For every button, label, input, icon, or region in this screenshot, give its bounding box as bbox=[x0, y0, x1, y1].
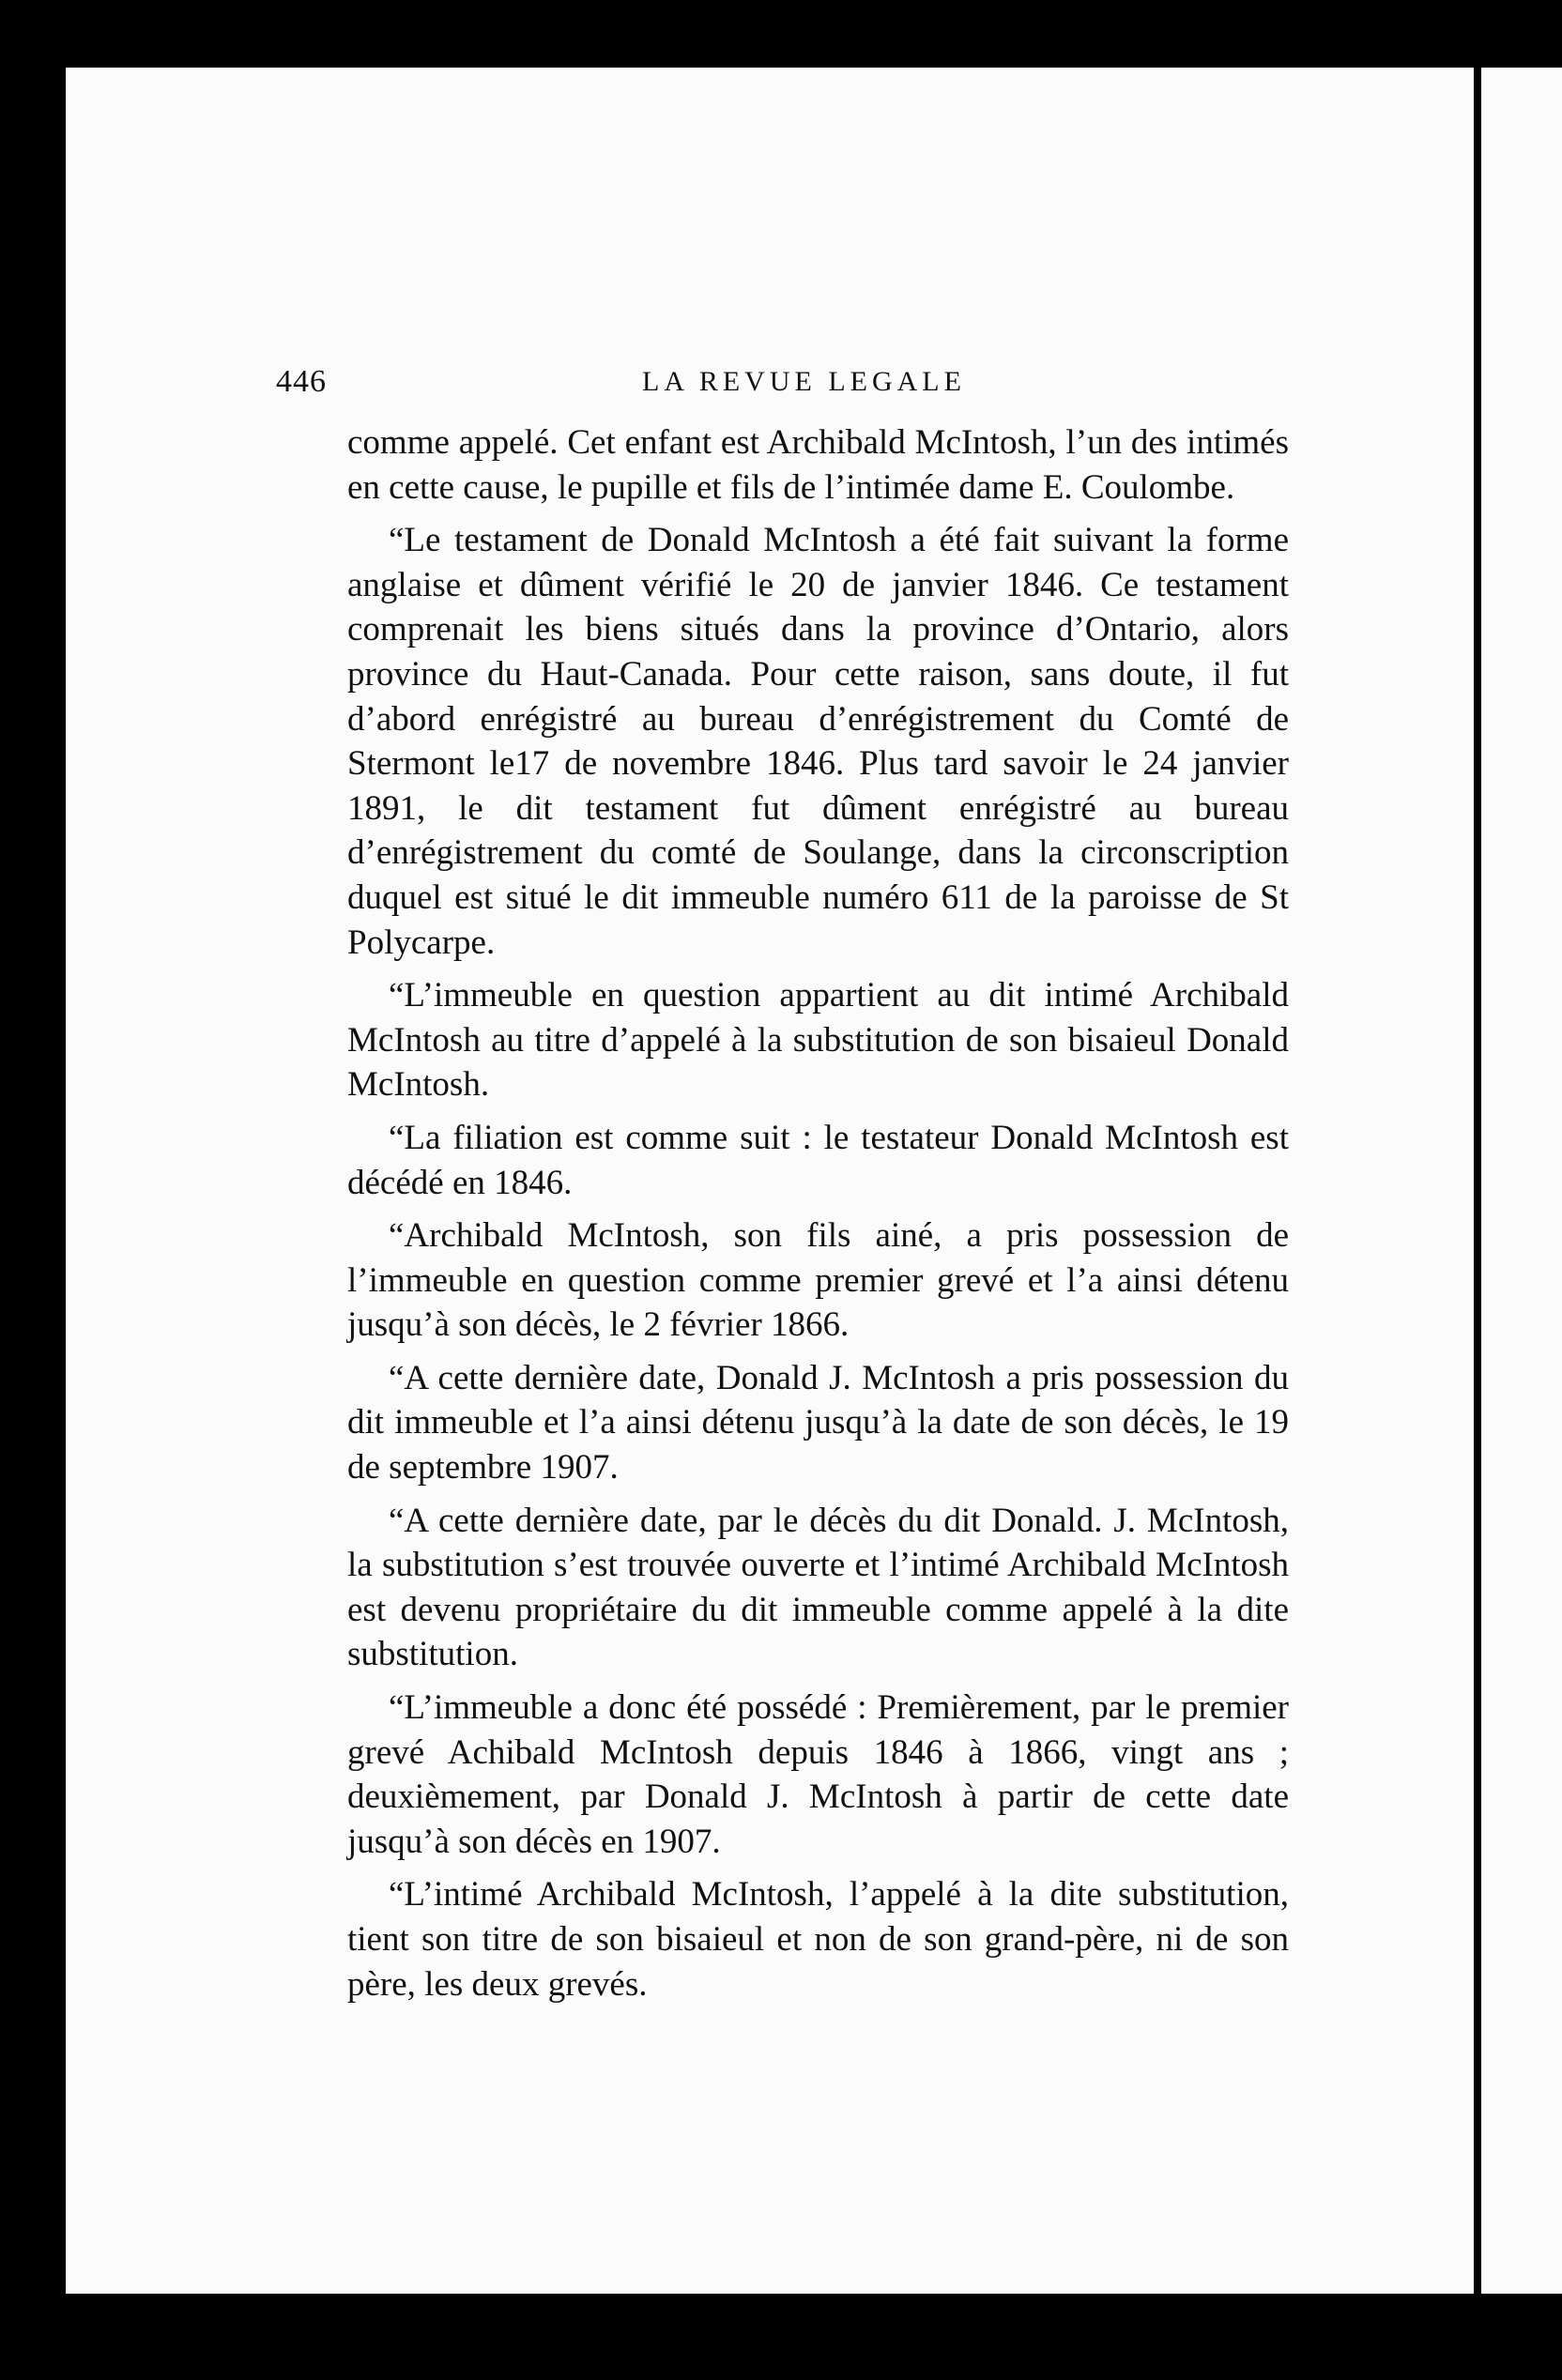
adjacent-page-edge bbox=[1481, 68, 1562, 2294]
paragraph: “La filiation est comme suit : le testateur Donald McIntosh est décédé en 1846. bbox=[347, 1118, 1289, 1202]
paragraph: “A cette dernière date, par le décès du dit Donald. J. McIntosh, la substitution s’est trouvée ouverte et l’intimé Archibald McIntosh est devenu propriétaire du dit immeuble comme appelé à la dite substitution. bbox=[347, 1501, 1289, 1674]
paragraph: “A cette dernière date, Donald J. McIntosh a pris possession du dit immeuble et l’a ainsi détenu jusqu’à la date de son décès, le 19 de septembre 1907. bbox=[347, 1358, 1289, 1488]
paragraph: “Le testament de Donald McIntosh a été fait suivant la forme anglaise et dûment vérifié le 20 de janvier 1846. Ce testament comprenait les biens situés dans la province d’Ontario, alors province du Haut-Canada. Pour cette raison, sans doute, il fut d’abord enrégistré au bureau d’enrégistrement du Comté de Stermont le17 de novembre 1846. Plus tard savoir le 24 janvier 1891, le dit testament fut dûment enrégistré au bureau d’enrégistrement du comté de Soulange, dans la circonscription duquel est situé le dit immeuble numéro 611 de la paroisse de St Polycarpe. bbox=[347, 521, 1289, 962]
running-title: LA REVUE LEGALE bbox=[642, 366, 966, 397]
paragraph: comme appelé. Cet enfant est Archibald McIntosh, l’un des intimés en cette cause, le pupille et fils de l’intimée dame E. Coulombe. bbox=[347, 423, 1289, 507]
paragraph: “Archibald McIntosh, son fils ainé, a pris possession de l’immeuble en question comme premier grevé et l’a ainsi détenu jusqu’à son décès, le 2 février 1866. bbox=[347, 1216, 1289, 1345]
page-number: 446 bbox=[276, 364, 327, 399]
paragraph: “L’immeuble a donc été possédé : Premièrement, par le premier grevé Achibald McIntosh depuis 1846 à 1866, vingt ans ; deuxièmement, par Donald J. McIntosh à partir de cette date jusqu’à son décès en 1907. bbox=[347, 1688, 1289, 1861]
paragraph: “L’immeuble en question appartient au dit intimé Archibald McIntosh au titre d’appelé à la substitution de son bisaieul Donald McIntosh. bbox=[347, 976, 1289, 1105]
page-header bbox=[276, 364, 1299, 405]
body-text bbox=[347, 420, 1289, 2015]
paragraph: “L’intimé Archibald McIntosh, l’appelé à la dite substitution, tient son titre de son bisaieul et non de son grand-père, ni de son père, les deux grevés. bbox=[347, 1875, 1289, 2004]
